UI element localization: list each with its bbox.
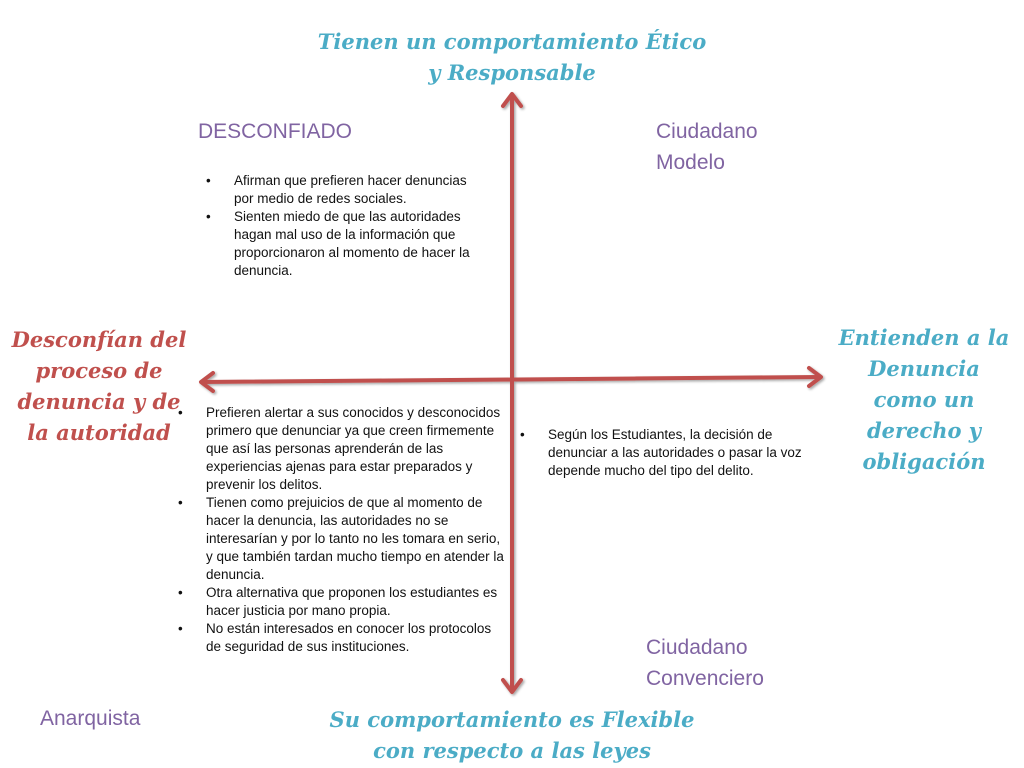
axis-title-top: Tienen un comportamiento Ético y Responsable <box>317 29 707 85</box>
notes-bottom-right <box>514 426 816 480</box>
list-item: • Tienen como prejuicios de que al momento de hacer la denuncia, las autoridades no se interesarían y por lo tanto no les tomara en serio, y que también tardan mucho tiempo en atender la denuncia. <box>172 494 506 584</box>
axis-title-right: Entienden a la Denuncia como un derecho y obligación <box>838 325 1010 474</box>
notes-top-left <box>200 172 485 280</box>
horizontal-axis <box>202 377 820 382</box>
axis-title-left: Desconfían del proceso de denuncia y de la autoridad <box>11 327 187 445</box>
list-item: • Según los Estudiantes, la decisión de denunciar a las autoridades o pasar la voz depende mucho del tipo del delito. <box>514 426 816 480</box>
quadrant-title-top-left: DESCONFIADO <box>198 120 353 143</box>
list-item: • Prefieren alertar a sus conocidos y desconocidos primero que denunciar ya que creen firmemente que así las personas aprenderán de las experiencias ajenas para estar preparados y prevenir los delitos. <box>172 404 506 494</box>
quadrant-title-top-right: Ciudadano Modelo <box>656 120 758 174</box>
quadrant-title-bottom-left: Anarquista <box>40 707 141 730</box>
list-item: • Afirman que prefieren hacer denuncias por medio de redes sociales. <box>200 172 485 208</box>
quadrant-title-bottom-right: Ciudadano Convenciero <box>646 636 764 690</box>
list-item: • Sienten miedo de que las autoridades hagan mal uso de la información que proporcionaron al momento de hacer la denuncia. <box>200 208 485 280</box>
list-item: • Otra alternativa que proponen los estudiantes es hacer justicia por mano propia. <box>172 584 506 620</box>
list-item: • No están interesados en conocer los protocolos de seguridad de sus instituciones. <box>172 620 506 656</box>
axis-title-bottom: Su comportamiento es Flexible con respecto a las leyes <box>329 707 695 763</box>
notes-bottom-left <box>172 404 506 656</box>
